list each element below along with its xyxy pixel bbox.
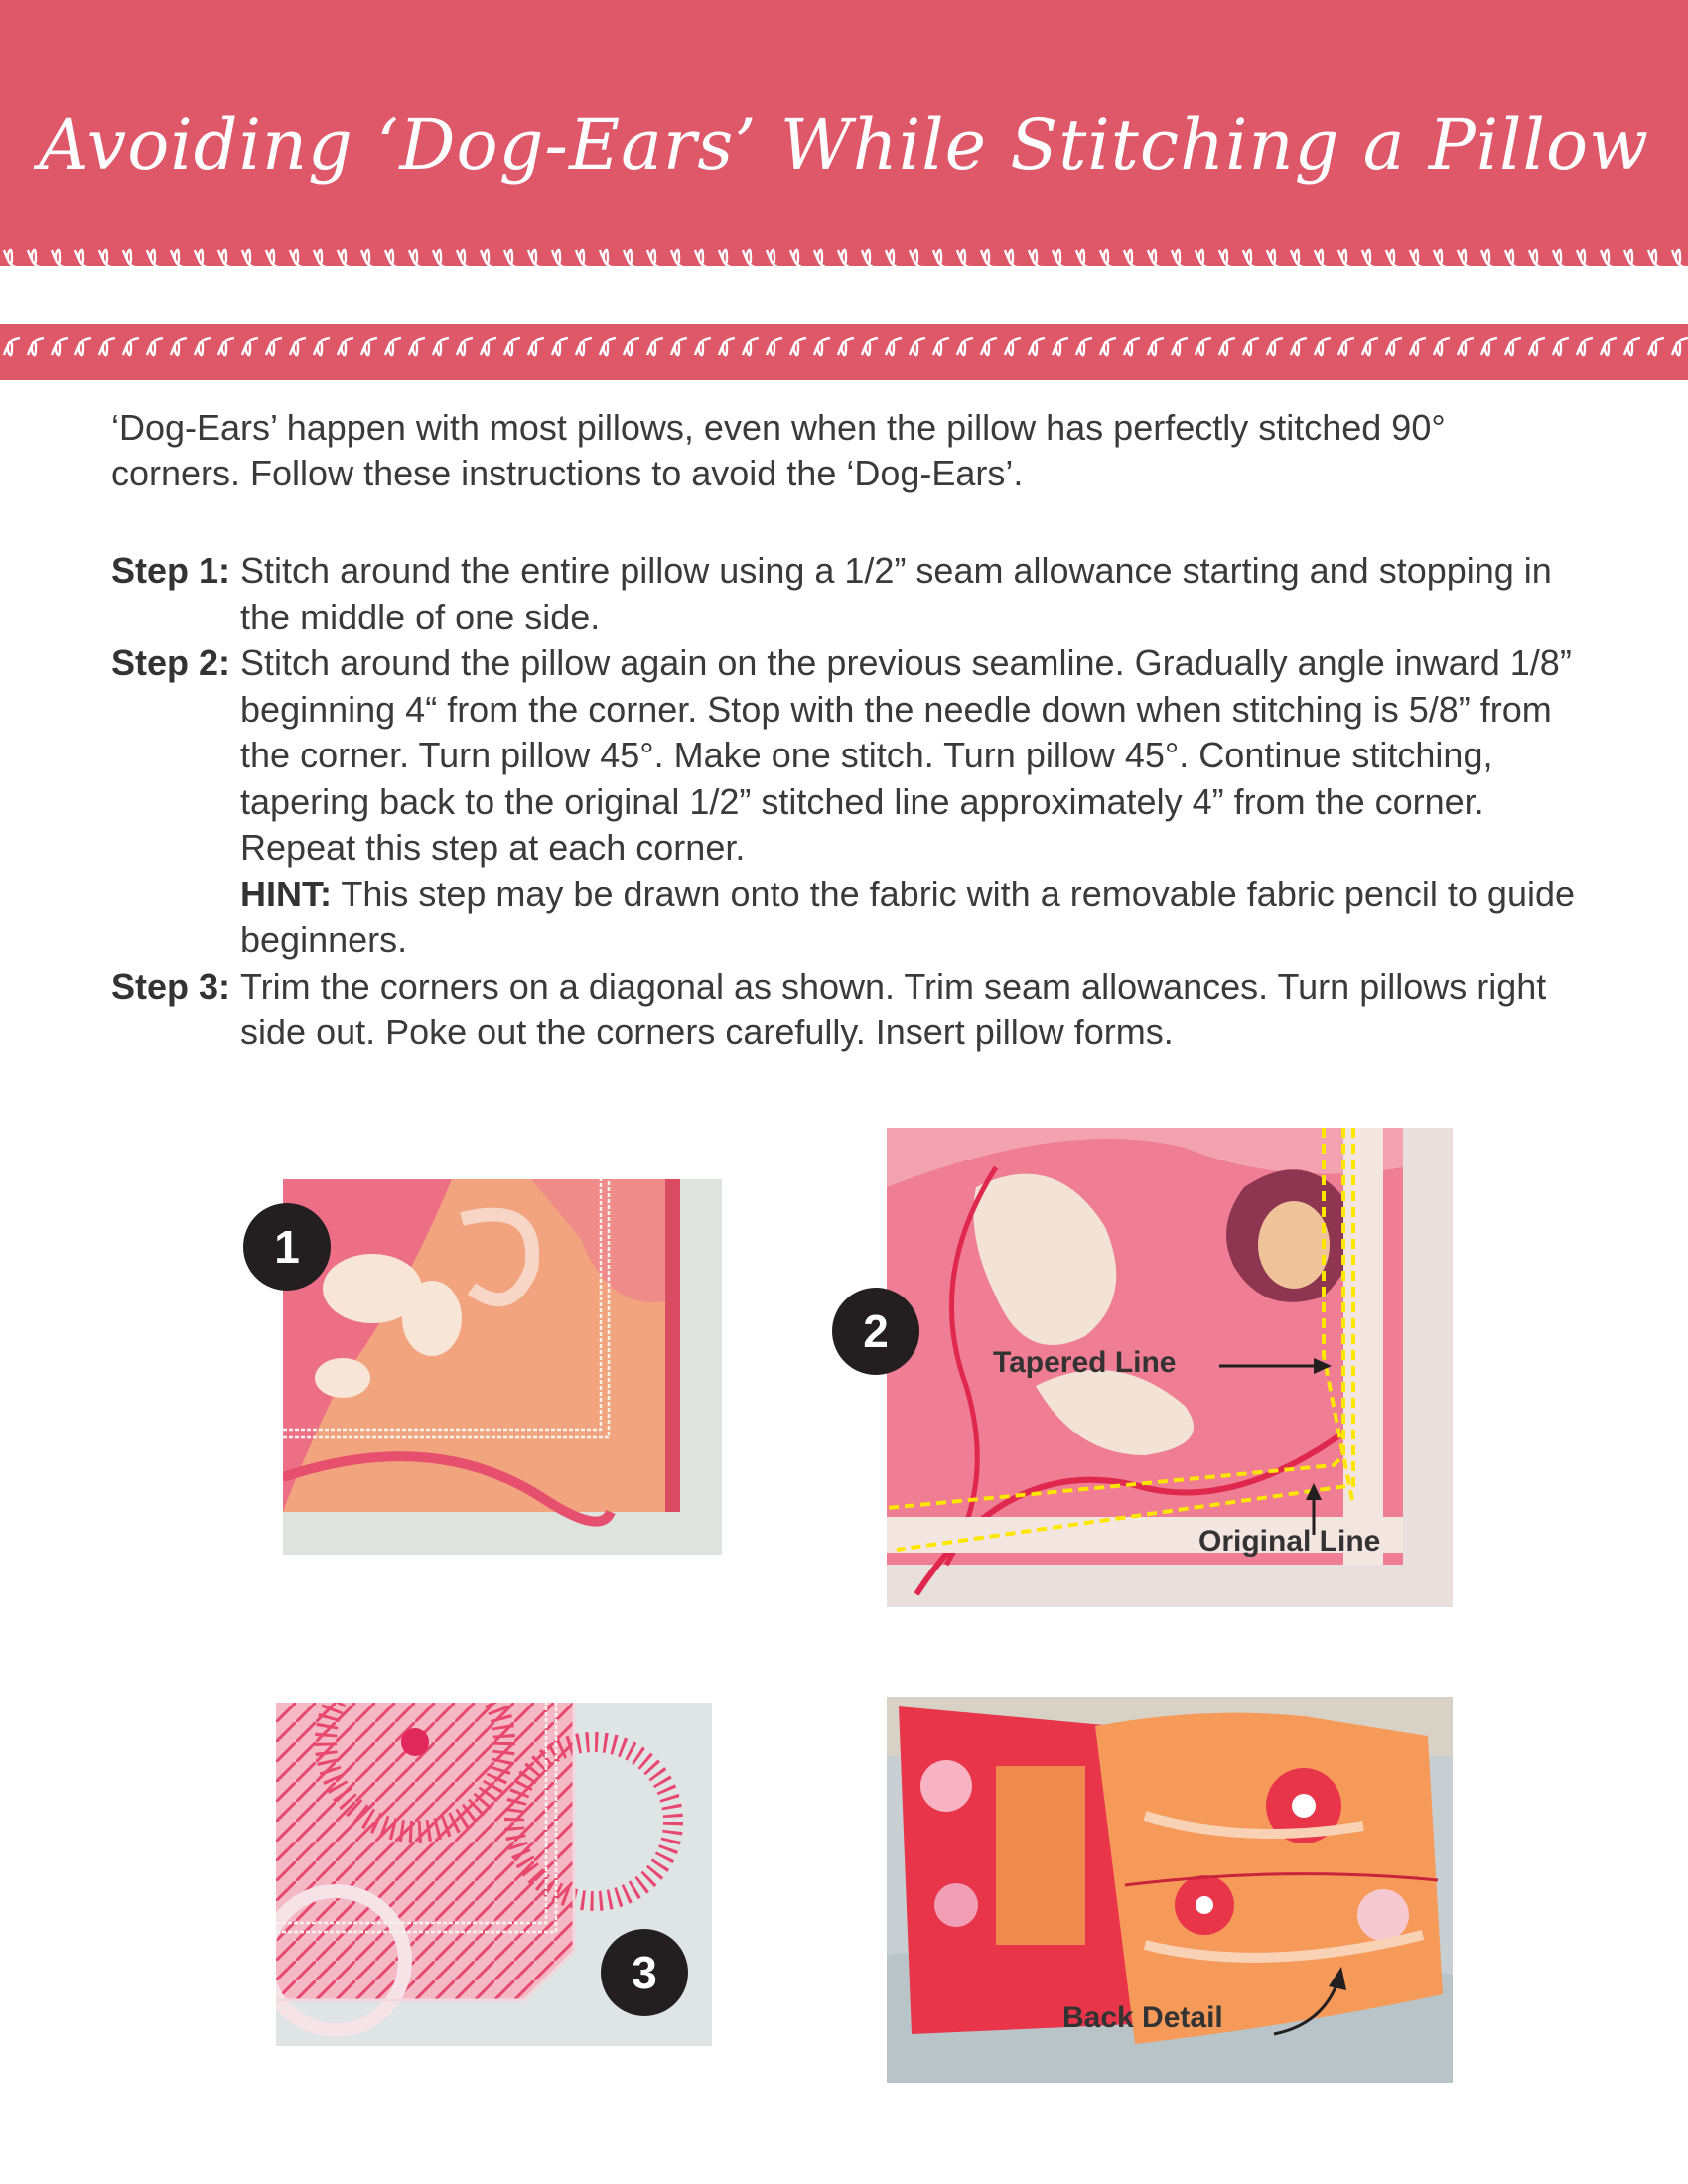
step-3-label: Step 3: <box>111 965 231 1007</box>
white-stripe <box>0 266 1688 324</box>
back-detail-label: Back Detail <box>1062 2001 1223 2034</box>
step-badge-1: 1 <box>243 1203 331 1291</box>
step-badge-2: 2 <box>832 1288 919 1375</box>
step-1-text: Stitch around the entire pillow using a 1/2” seam allowance starting and stopping in the middle of one side. <box>240 550 1552 637</box>
original-line-label: Original Line <box>1198 1525 1381 1558</box>
page-title: Avoiding ‘Dog-Ears’ While Stitching a Pillow <box>38 104 1650 186</box>
photo-step-1 <box>283 1179 722 1555</box>
loop-border-bottom <box>0 328 1688 367</box>
hint-note <box>240 872 1601 964</box>
step-1 <box>111 548 1601 640</box>
step-2 <box>111 640 1601 872</box>
intro-paragraph: ‘Dog-Ears’ happen with most pillows, even when the pillow has perfectly stitched 90° corners. Follow these instructions to avoid the ‘Dog-Ears’. <box>111 407 1446 493</box>
step-2-text: Stitch around the pillow again on the previous seamline. Gradually angle inward 1/8” beginning 4“ from the corner. Stop with the needle down when stitching is 5/8” from the corner. Turn pillow 45°. Make one stitch. Turn pillow 45°. Continue stitching, tapering back to the original 1/2” stitched line approximately 4” from the corner. Repeat this step at each corner. <box>240 642 1572 868</box>
step-3 <box>111 964 1601 1056</box>
tapered-line-label: Tapered Line <box>993 1346 1177 1379</box>
steps-list <box>111 548 1601 1056</box>
step-2-label: Step 2: <box>111 642 231 683</box>
hint-label: HINT: <box>240 873 332 914</box>
hint-text: This step may be drawn onto the fabric with a removable fabric pencil to guide beginners. <box>240 873 1576 960</box>
header-banner <box>0 0 1688 380</box>
step-3-text: Trim the corners on a diagonal as shown. Trim seam allowances. Turn pillows right side out. Poke out the corners carefully. Insert pillow forms. <box>240 965 1547 1052</box>
step-1-label: Step 1: <box>111 550 231 591</box>
step-badge-3: 3 <box>601 1929 688 2016</box>
